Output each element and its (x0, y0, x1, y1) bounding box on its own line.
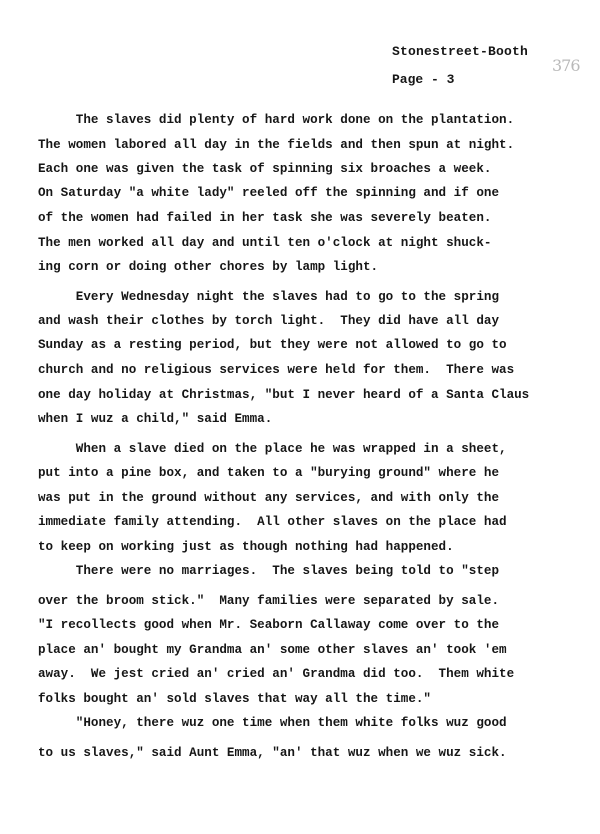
body-text-line: to keep on working just as though nothing had happened. (38, 540, 454, 554)
body-text-line: immediate family attending. All other slaves on the place had (38, 515, 507, 529)
body-text-line: over the broom stick." Many families were separated by sale. (38, 594, 500, 608)
page-number: Page - 3 (392, 72, 455, 87)
body-text-line: When a slave died on the place he was wrapped in a sheet, (38, 442, 507, 456)
body-text-line: ing corn or doing other chores by lamp light. (38, 260, 379, 274)
body-text-line: Sunday as a resting period, but they were not allowed to go to (38, 338, 507, 352)
body-text-line: of the women had failed in her task she was severely beaten. (38, 211, 492, 225)
document-header-title: Stonestreet-Booth (392, 44, 529, 59)
body-text-line: "Honey, there wuz one time when them white folks wuz good (38, 716, 507, 730)
body-text-line: "I recollects good when Mr. Seaborn Callaway come over to the (38, 618, 500, 632)
body-text-line: The men worked all day and until ten o'clock at night shuck- (38, 236, 492, 250)
body-text-line: when I wuz a child," said Emma. (38, 412, 273, 426)
body-text-line: and wash their clothes by torch light. They did have all day (38, 314, 500, 328)
archive-stamp-number: 376 (552, 56, 580, 75)
body-text-line: There were no marriages. The slaves being told to "step (38, 564, 500, 578)
body-text-line: was put in the ground without any services, and with only the (38, 491, 500, 505)
body-text-line: On Saturday "a white lady" reeled off the spinning and if one (38, 186, 500, 200)
body-text-line: The women labored all day in the fields and then spun at night. (38, 138, 515, 152)
body-text-line: folks bought an' sold slaves that way all the time." (38, 692, 431, 706)
body-text-line: church and no religious services were held for them. There was (38, 363, 515, 377)
body-text-line: put into a pine box, and taken to a "burying ground" where he (38, 466, 500, 480)
body-text-line: place an' bought my Grandma an' some other slaves an' took 'em (38, 643, 507, 657)
body-text-line: to us slaves," said Aunt Emma, "an' that wuz when we wuz sick. (38, 746, 507, 760)
body-text-line: one day holiday at Christmas, "but I never heard of a Santa Claus (38, 388, 530, 402)
body-text-line: Each one was given the task of spinning six broaches a week. (38, 162, 492, 176)
body-text-line: away. We jest cried an' cried an' Grandma did too. Them white (38, 667, 515, 681)
body-text-line: Every Wednesday night the slaves had to go to the spring (38, 290, 500, 304)
body-text-line: The slaves did plenty of hard work done on the plantation. (38, 113, 515, 127)
